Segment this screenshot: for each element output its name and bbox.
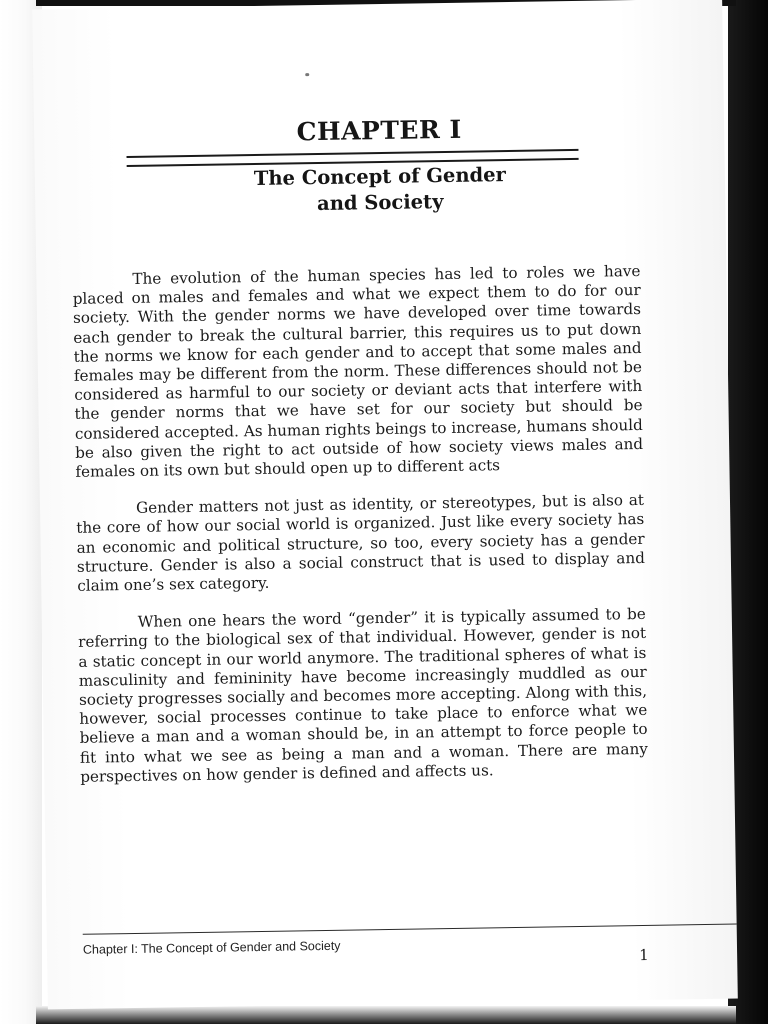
chapter-title-line-2: and Society xyxy=(316,190,444,216)
chapter-title-line-1: The Concept of Gender xyxy=(253,163,507,191)
print-speck xyxy=(305,73,309,76)
chapter-title xyxy=(35,159,726,222)
page-bottom-edge xyxy=(36,1006,736,1024)
paragraph-1: The evolution of the human species has led to roles we have placed on males and females and what we expect them to do for our society. With the gender norms we have developed over time towards each gender to break the cultural barrier, this requires us to put down the norms we know for each gender and to accept that some males and females may be different from the norm. These differences should not be considered as harmful to our society or deviant acts that interfere with the gender norms that we have set for our society but should be considered accepted. As human rights beings to increase, humans should be also given the right to act outside of how society views males and females on its own but should open up to different acts xyxy=(72,261,644,481)
body-text xyxy=(72,262,648,805)
book-page xyxy=(32,0,738,1009)
paragraph-3: When one hears the word “gender” it is typically assumed to be referring to the biological sex of that individual. However, gender is not a static concept in our world anymore. The traditional spheres of what is masculinity and femininity have become increasingly muddled as our society progresses socially and becomes more accepting. Along with this, however, social processes continue to take place to enforce what we believe a man and a woman should be, in an attempt to force people to fit into what we see as being a man and a woman. There are many perspectives on how gender is defined and affects us. xyxy=(77,605,649,786)
running-footer-title: Chapter I: The Concept of Gender and Society xyxy=(82,938,341,957)
page-number: 1 xyxy=(638,945,649,965)
chapter-heading: CHAPTER I xyxy=(296,114,462,147)
paragraph-2: Gender matters not just as identity, or stereotypes, but is also at the core of how our social world is organized. Just like every society has an economic and political structure, so too, every society has a gender structure. Gender is also a social construct that is used to display and claim one’s sex category. xyxy=(76,491,646,595)
footer-rule xyxy=(83,924,737,935)
